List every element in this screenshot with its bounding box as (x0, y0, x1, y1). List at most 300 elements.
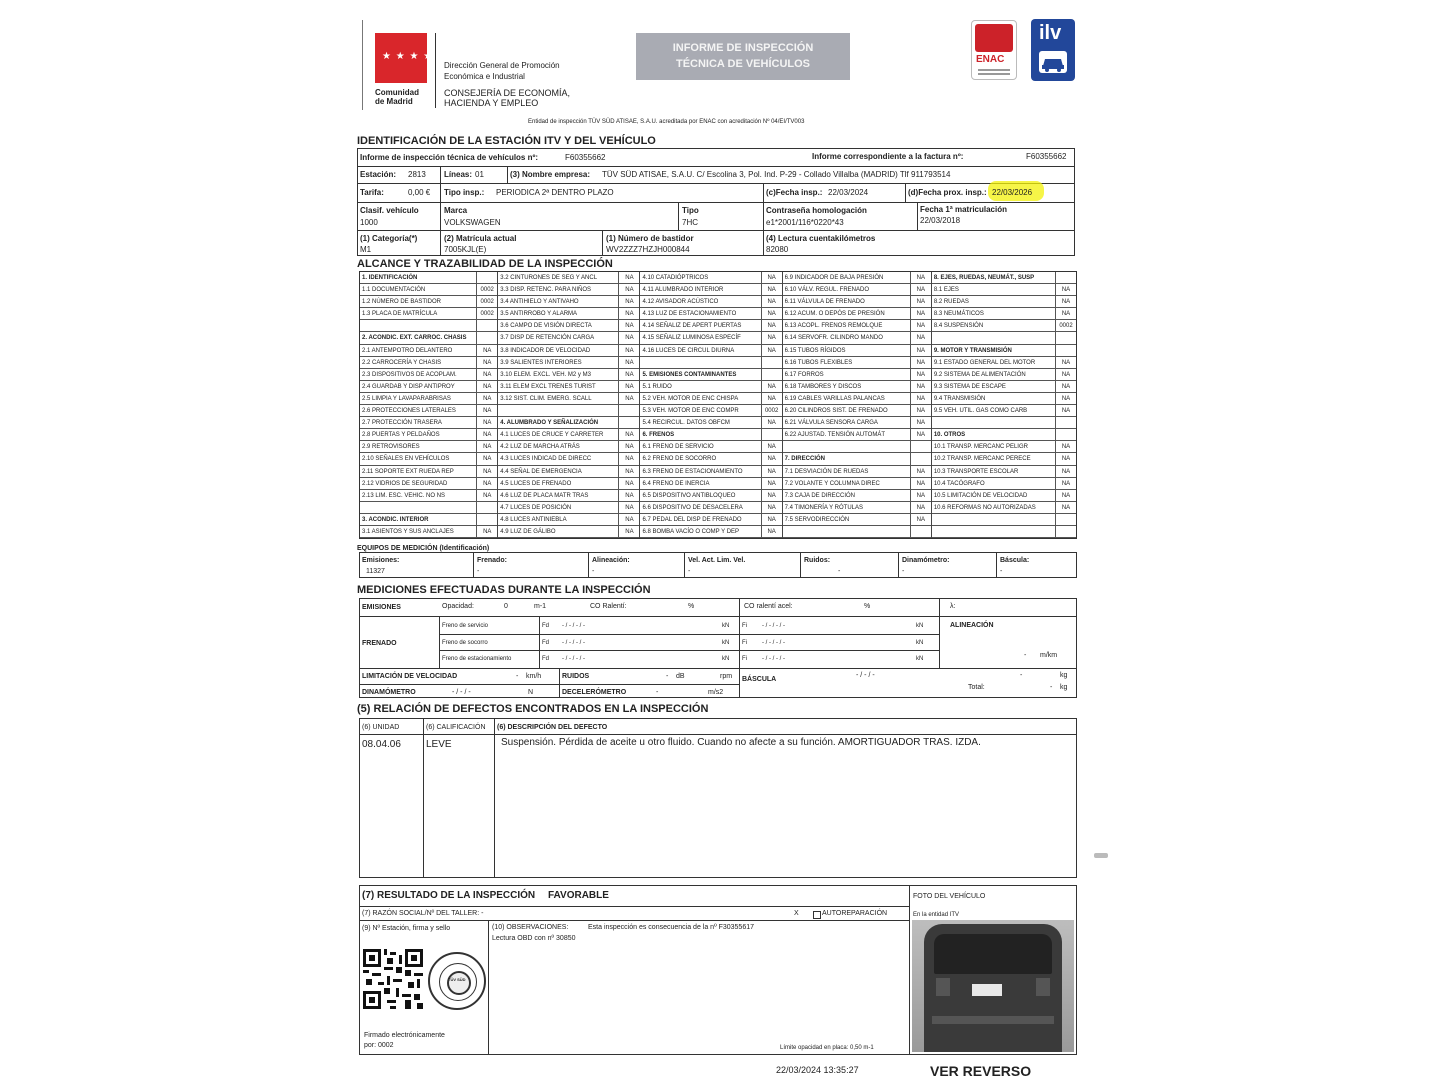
mediciones-table (359, 598, 1077, 698)
alcance-item-value: 0002 (476, 284, 497, 295)
alcance-row (498, 369, 639, 381)
alcance-item-value (1055, 526, 1076, 537)
kg-unit-1: kg (1060, 672, 1068, 679)
alcance-item-value: NA (910, 272, 931, 283)
alcance-item-label: 3.11 ELEM EXCL TRENES TURIST (500, 383, 596, 390)
alcance-row (932, 526, 1076, 538)
alcance-item-value: 0002 (476, 296, 497, 307)
alcance-row (360, 514, 497, 526)
alcance-row (932, 417, 1076, 429)
alcance-item-label: 6.14 SERVOFR. CILINDRO MANDO (784, 335, 883, 342)
alcance-item-label (500, 405, 618, 416)
kn-unit-6: kN (916, 656, 924, 662)
alcance-item-value: NA (618, 284, 639, 295)
alcance-item-value: NA (618, 393, 639, 404)
fecha-prox-label: (d)Fecha prox. insp.: (908, 188, 987, 197)
equipos-dinamometro-dash: - (902, 568, 905, 575)
alcance-row (640, 320, 781, 332)
car-icon (1039, 51, 1067, 73)
alcance-item-label: 6.8 BOMBA VACÍO O COMP Y DEP (642, 528, 740, 535)
alcance-row (498, 272, 639, 284)
alcance-item-label: 6.6 DISPOSITIVO DE DESACELERA (642, 504, 743, 511)
alcance-row (783, 441, 931, 453)
logo-divider (435, 33, 436, 108)
categoria-value: M1 (360, 245, 372, 254)
alcance-item-value: NA (618, 308, 639, 319)
alcance-item-value: NA (476, 345, 497, 356)
alcance-item-label: 4.11 ALUMBRADO INTERIOR (642, 287, 724, 294)
qr-code (363, 949, 423, 1009)
alcance-item-value: NA (910, 284, 931, 295)
alcance-row (360, 405, 497, 417)
firmado-1: Firmado electrónicamente (364, 1032, 445, 1039)
alcance-row (498, 332, 639, 344)
alcance-row (360, 478, 497, 490)
alcance-row (498, 308, 639, 320)
alcance-item-label: 4.7 LUCES DE POSICIÓN (500, 504, 572, 511)
alcance-item-label: 1.3 PLACA DE MATRÍCULA (362, 311, 438, 318)
dept-line-3: CONSEJERÍA DE ECONOMÍA, (444, 88, 571, 98)
alcance-item-value: NA (1055, 441, 1076, 452)
tipo-insp-label: Tipo insp.: (444, 188, 485, 197)
alcance-item-label: 5.3 VEH. MOTOR DE ENC COMPR (642, 408, 739, 415)
alcance-row (640, 357, 781, 369)
alcance-item-label: 4. ALUMBRADO Y SEÑALIZACIÓN (500, 420, 599, 427)
alcance-row (360, 466, 497, 478)
alcance-item-label: 5.2 VEH. MOTOR DE ENC CHISPA (642, 395, 739, 402)
equipos-alineacion-dash: - (592, 568, 595, 575)
observaciones-label: (10) OBSERVACIONES: (492, 924, 569, 931)
alcance-item-value: NA (910, 429, 931, 440)
alcance-item-label: 9.5 VEH. UTIL. GAS COMO CARB (933, 408, 1028, 415)
alcance-item-label: 2.1 ANTEMPOTRO DELANTERO (362, 347, 453, 354)
alcance-item-value: 0002 (761, 405, 782, 416)
alcance-item-label: 3.4 ANTIHIELO Y ANTIVAHO (500, 299, 579, 306)
equipos-velocidad-label: Vel. Act. Lim. Vel. (688, 557, 746, 564)
alcance-row (498, 284, 639, 296)
matricula-value: 7005KJL(E) (444, 245, 487, 254)
alcance-row (783, 526, 931, 538)
alcance-item-value: NA (761, 308, 782, 319)
alcance-item-label: 9.1 ESTADO GENERAL DEL MOTOR (933, 359, 1036, 366)
unidad-header: (6) UNIDAD (362, 724, 400, 731)
report-title-box (636, 33, 850, 80)
fi-label-2: Fi (742, 640, 747, 646)
alcance-item-label: 10.4 TACÓGRAFO (933, 480, 985, 487)
alcance-item-value: NA (910, 320, 931, 331)
obd-text: Lectura OBD con nº 30850 (492, 935, 576, 942)
alcance-row (640, 393, 781, 405)
alcance-item-label: 6.18 TAMBORES Y DISCOS (784, 383, 862, 390)
alcance-col-2 (498, 272, 640, 538)
lineas-label: Líneas: (444, 170, 473, 179)
alcance-item-label: 5.4 RECIRCUL. DATOS OBFCM (642, 420, 730, 427)
clasif-label: Clasif. vehículo (360, 206, 419, 215)
fd-dashes-2: - / - / - / - (562, 640, 585, 646)
calificacion-header: (6) CALIFICACIÓN (426, 724, 486, 731)
alcance-item-label: 2.12 VIDRIOS DE SEGURIDAD (362, 480, 448, 487)
alineacion-label: ALINEACIÓN (950, 622, 994, 629)
alcance-row (783, 369, 931, 381)
alcance-row (932, 357, 1076, 369)
alcance-item-value: NA (1055, 405, 1076, 416)
alcance-item-label: 2.8 PUERTAS Y PELDAÑOS (362, 432, 440, 439)
alcance-row (783, 308, 931, 320)
alcance-row (783, 345, 931, 357)
alcance-col-1 (360, 272, 498, 538)
alcance-item-value: NA (761, 332, 782, 343)
alcance-item-label (934, 417, 1055, 428)
alcance-item-label: 4.4 SEÑAL DE EMERGENCIA (500, 468, 582, 475)
alcance-item-value: NA (761, 526, 782, 537)
alcance-row (783, 320, 931, 332)
timestamp: 22/03/2024 13:35:27 (776, 1065, 859, 1075)
alcance-item-value: NA (910, 514, 931, 525)
defect-unidad: 08.04.06 (362, 739, 401, 750)
alcance-item-label: 6.5 DISPOSITIVO ANTIBLOQUEO (642, 492, 736, 499)
alcance-item-label: 6.22 AJUSTAD. TENSIÓN AUTOMÁT (784, 432, 885, 439)
bascula-label: BÁSCULA (742, 676, 777, 683)
alcance-row (932, 381, 1076, 393)
equipos-title: EQUIPOS DE MEDICIÓN (Identificación) (357, 545, 490, 552)
fi-dashes-1: - / - / - / - (762, 623, 785, 629)
observaciones-text: Esta inspección es consecuencia de la nº F30355617 (588, 924, 755, 931)
alcance-item-value: NA (618, 502, 639, 513)
alcance-row (360, 332, 497, 344)
alcance-item-label: 10. OTROS (933, 432, 966, 439)
alcance-row (360, 441, 497, 453)
alcance-row (360, 429, 497, 441)
defectos-title: (5) RELACIÓN DE DEFECTOS ENCONTRADOS EN LA INSPECCIÓN (357, 703, 709, 715)
alcance-item-label: 10.3 TRANSPORTE ESCOLAR (933, 468, 1019, 475)
alcance-item-value (1055, 272, 1076, 283)
mediciones-frenado-label: FRENADO (362, 640, 397, 647)
alcance-item-label: 8. EJES, RUEDAS, NEUMÁT., SUSP (933, 275, 1035, 281)
contrasena-value: e1*2001/116*0220*43 (766, 218, 844, 227)
resultado-label: (7) RESULTADO DE LA INSPECCIÓN (362, 890, 536, 901)
alcance-row (498, 345, 639, 357)
alcance-item-label: 6.1 FRENO DE SERVICIO (642, 444, 714, 451)
alcance-item-value: NA (618, 429, 639, 440)
equipos-emisiones-value: 11327 (366, 568, 385, 575)
alcance-row (640, 490, 781, 502)
alcance-item-label: 2.13 LIM. ESC. VEHIC. NO NS (362, 492, 446, 499)
alcance-item-value: NA (761, 441, 782, 452)
alcance-item-value: NA (910, 369, 931, 380)
alcance-item-value (761, 357, 782, 368)
decelerometro-dash: - (656, 689, 659, 696)
alcance-item-value: 0002 (476, 308, 497, 319)
alcance-row (360, 345, 497, 357)
alcance-row (932, 405, 1076, 417)
alcance-row (640, 478, 781, 490)
alcance-col-3 (640, 272, 782, 538)
mediciones-emisiones-label: EMISIONES (362, 604, 401, 611)
alcance-item-label: 7.4 TIMONERÍA Y RÓTULAS (784, 504, 864, 511)
alcance-row (783, 514, 931, 526)
tarifa-value: 0,00 € (408, 188, 431, 197)
alcance-item-label: 4.1 LUCES DE CRUCE Y CARRETER (500, 432, 604, 439)
estacion-label: Estación: (360, 170, 397, 179)
alcance-item-label: 4.8 LUCES ANTINIEBLA (500, 516, 567, 523)
alcance-item-value: NA (910, 345, 931, 356)
alcance-row (360, 490, 497, 502)
kn-unit-2: kN (916, 623, 924, 629)
alcance-row (640, 369, 781, 381)
alcance-row (932, 320, 1076, 332)
seal-text: TÜV SÜD (448, 977, 466, 982)
alcance-item-label: 6.9 INDICADOR DE BAJA PRESIÓN (784, 275, 884, 281)
alcance-item-value: NA (618, 490, 639, 501)
alcance-item-value: NA (618, 369, 639, 380)
alcance-item-value: NA (476, 381, 497, 392)
co-ralenti-label: CO Ralentí: (590, 603, 627, 610)
alineacion-dash: - (1024, 652, 1027, 659)
ms2-unit: m/s2 (708, 689, 724, 696)
alcance-row (360, 296, 497, 308)
alcance-item-label: 6.16 TUBOS FLEXIBLES (784, 359, 853, 366)
alcance-row (932, 466, 1076, 478)
alcance-item-value: NA (910, 490, 931, 501)
alcance-item-value: NA (1055, 466, 1076, 477)
alcance-item-label: 7.1 DESVIACIÓN DE RUEDAS (784, 468, 869, 475)
alcance-row (360, 308, 497, 320)
alcance-row (360, 502, 497, 514)
alcance-row (498, 429, 639, 441)
alcance-item-value: 0002 (1055, 320, 1076, 331)
fd-label-1: Fd (542, 623, 550, 629)
alcance-item-label: 8.2 RUEDAS (933, 299, 969, 306)
alcance-row (932, 453, 1076, 465)
total-dash: - (1050, 684, 1053, 691)
lineas-value: 01 (475, 170, 484, 179)
alcance-row (360, 453, 497, 465)
alcance-item-label (642, 357, 760, 368)
alcance-item-label: 3.3 DISP. RETENC. PARA NIÑOS (500, 287, 592, 294)
limitacion-dash: - (516, 673, 519, 680)
alcance-item-value: NA (761, 453, 782, 464)
logo-stars: ★ ★ ★ ★ (382, 51, 434, 62)
alcance-item-label: 6.20 CILINDROS SIST. DE FRENADO (784, 408, 888, 415)
alcance-item-label (785, 526, 910, 537)
alcance-item-label: 3.10 ELEM. EXCL. VEH. M2 y M3 (500, 371, 591, 378)
alcance-row (498, 514, 639, 526)
alcance-row (640, 417, 781, 429)
alcance-item-value: NA (476, 526, 497, 537)
tipo-label: Tipo (682, 206, 699, 215)
alcance-item-value: NA (910, 357, 931, 368)
alcance-row (498, 381, 639, 393)
alcance-row (640, 466, 781, 478)
categoria-label: (1) Categoría(*) (360, 234, 418, 243)
alcance-row (498, 478, 639, 490)
alcance-item-label: 8.3 NEUMÁTICOS (933, 311, 984, 318)
alcance-row (932, 429, 1076, 441)
equipos-ruidos-dash: - (838, 568, 841, 575)
fi-label-3: Fi (742, 656, 747, 662)
alcance-item-value (476, 272, 497, 283)
matricula-label: (2) Matrícula actual (444, 234, 517, 243)
alcance-item-label: 2.7 PROTECCIÓN TRASERA (362, 420, 442, 427)
alcance-item-value (761, 429, 782, 440)
alcance-item-value: NA (910, 393, 931, 404)
alcance-row (932, 490, 1076, 502)
alcance-item-label: 2.5 LIMPIA Y LAVAPARABRISAS (362, 395, 451, 402)
n-unit: N (528, 689, 534, 696)
alcance-row (498, 502, 639, 514)
alcance-item-label: 4.13 LUZ DE ESTACIONAMIENTO (642, 311, 737, 318)
alcance-row (498, 405, 639, 417)
scan-edge (362, 20, 363, 110)
alcance-item-label: 2.4 GUARDAB Y DISP ANTIPROY (362, 383, 455, 390)
alcance-row (498, 466, 639, 478)
alcance-item-value: NA (910, 502, 931, 513)
dept-line-2: Económica e Industrial (444, 72, 525, 81)
alcance-row (932, 308, 1076, 320)
alcance-item-label: 3.7 DISP DE RETENCIÓN CARGA (500, 335, 595, 342)
fi-dashes-3: - / - / - / - (762, 656, 785, 662)
informe-label: Informe de inspección técnica de vehículos nº: (360, 153, 539, 162)
tarifa-label: Tarifa: (360, 188, 384, 197)
equipos-emisiones-label: Emisiones: (362, 557, 400, 564)
alcance-row (360, 284, 497, 296)
alcance-item-value: NA (1055, 357, 1076, 368)
alcance-item-value: NA (1055, 284, 1076, 295)
alcance-row (783, 490, 931, 502)
alcance-row (932, 296, 1076, 308)
alcance-item-value: NA (761, 514, 782, 525)
db-unit: dB (676, 673, 685, 680)
alcance-row (640, 284, 781, 296)
alcance-item-value: NA (761, 502, 782, 513)
tuv-seal (428, 952, 486, 1010)
alcance-row (932, 441, 1076, 453)
alcance-item-label: 4.3 LUCES INDICAD DE DIRECC (500, 456, 592, 463)
alcance-row (932, 393, 1076, 405)
entity-line: Entidad de inspección TÜV SÜD ATISAE, S.A.U. acreditada por ENAC con acreditación Nº 04/EI/TV003 (528, 119, 805, 125)
alcance-item-value (1055, 345, 1076, 356)
alcance-row (640, 332, 781, 344)
alcance-item-value: NA (910, 478, 931, 489)
ruidos-dash: - (666, 673, 669, 680)
alcance-item-label: 3.1 ASIENTOS Y SUS ANCLAJES (362, 528, 454, 535)
alcance-item-value: NA (1055, 478, 1076, 489)
equipos-alineacion-label: Alineación: (592, 557, 630, 564)
alcance-item-label: 2.2 CARROCERÍA Y CHASIS (362, 359, 442, 366)
alcance-item-value: NA (761, 478, 782, 489)
alcance-item-value: NA (910, 405, 931, 416)
alcance-item-label: 4.6 LUZ DE PLACA MATR TRAS (500, 492, 589, 499)
alcance-row (640, 381, 781, 393)
autorep-checkbox (813, 911, 821, 919)
alcance-item-label: 9.4 TRANSMISIÓN (933, 395, 986, 402)
alcance-item-value: NA (618, 466, 639, 477)
mediciones-title: MEDICIONES EFECTUADAS DURANTE LA INSPECCIÓN (357, 584, 651, 596)
alcance-item-value: NA (1055, 369, 1076, 380)
alcance-item-label: 2.9 RETROVISORES (362, 444, 420, 451)
alcance-item-value: NA (1055, 393, 1076, 404)
empresa-value: TÜV SÜD ATISAE, S.A.U. C/ Escolina 3, Pol. Ind. P-29 - Collado Villalba (MADRID) Tlf 911793514 (602, 170, 951, 179)
equipos-ruidos-label: Ruidos: (804, 557, 831, 564)
alcance-item-value: NA (476, 490, 497, 501)
enac-label: ENAC (976, 54, 1005, 65)
equipos-frenado-dash: - (477, 568, 480, 575)
clasif-value: 1000 (360, 218, 378, 227)
lambda-label: λ: (950, 603, 956, 610)
foto-label: FOTO DEL VEHÍCULO (913, 893, 986, 900)
alcance-item-value: NA (1055, 490, 1076, 501)
alcance-item-label: 6.7 PEDAL DEL DISP DE FRENADO (642, 516, 742, 523)
alcance-item-value: NA (761, 417, 782, 428)
alcance-item-value: NA (618, 441, 639, 452)
alcance-item-value (910, 441, 931, 452)
alcance-row (360, 393, 497, 405)
alcance-item-label: 7.5 SERVODIRECCIÓN (784, 516, 850, 523)
kn-unit-3: kN (722, 640, 730, 646)
alcance-row (640, 514, 781, 526)
alcance-item-label: 8.1 EJES (933, 287, 959, 294)
alcance-item-value: NA (761, 320, 782, 331)
fd-label-3: Fd (542, 656, 550, 662)
alcance-item-value (910, 526, 931, 537)
alcance-item-label: 6. FRENOS (642, 432, 675, 439)
alcance-item-label: 10.2 TRANSP. MERCANC PERECE (933, 456, 1031, 463)
marca-label: Marca (444, 206, 468, 215)
alcance-item-value (618, 417, 639, 428)
equipos-velocidad-dash: - (688, 568, 691, 575)
alcance-item-value (476, 320, 497, 331)
alcance-item-label: 10.5 LIMITACIÓN DE VELOCIDAD (933, 492, 1028, 499)
alcance-item-label: 3.5 ANTIRROBO Y ALARMA (500, 311, 578, 318)
alcance-item-value (476, 502, 497, 513)
alcance-item-value: NA (618, 453, 639, 464)
alcance-row (783, 272, 931, 284)
kg-unit-2: kg (1060, 684, 1068, 691)
alcance-row (360, 381, 497, 393)
alcance-item-label: 3.12 SIST. CLIM. EMERG. SCALL (500, 395, 592, 402)
opacidad-unit: m-1 (534, 603, 547, 610)
kn-unit-1: kN (722, 623, 730, 629)
alcance-item-label: 9.2 SISTEMA DE ALIMENTACIÓN (933, 371, 1026, 378)
alcance-item-value: NA (761, 296, 782, 307)
equipos-dinamometro-label: Dinamómetro: (902, 557, 950, 564)
alcance-item-label: 1.2 NÚMERO DE BASTIDOR (362, 299, 442, 306)
region-name-1: Comunidad (375, 88, 419, 97)
alcance-row (783, 417, 931, 429)
alcance-item-label: 4.10 CATADIÓPTRICOS (642, 275, 709, 281)
alcance-row (640, 296, 781, 308)
alcance-item-value: NA (761, 393, 782, 404)
alcance-item-value: NA (1055, 296, 1076, 307)
alcance-item-value: NA (476, 453, 497, 464)
alcance-item-value: NA (618, 514, 639, 525)
alcance-item-label: 5. EMISIONES CONTAMINANTES (642, 371, 737, 378)
opacidad-label: Opacidad: (442, 603, 474, 610)
vehicle-photo (912, 920, 1074, 1052)
co-acel-pct: % (864, 603, 871, 610)
alcance-item-value: NA (761, 381, 782, 392)
alcance-item-label: 3.6 CAMPO DE VISIÓN DIRECTA (500, 323, 592, 330)
alcance-row (640, 502, 781, 514)
alcance-item-value: NA (910, 466, 931, 477)
lectura-label: (4) Lectura cuentakilómetros (766, 234, 876, 243)
alcance-item-value: NA (618, 345, 639, 356)
lectura-value: 82080 (766, 245, 789, 254)
alcance-item-label (785, 441, 910, 452)
alcance-item-value: NA (476, 405, 497, 416)
co-acel-label: CO ralentí acel: (744, 603, 793, 610)
alcance-row (932, 478, 1076, 490)
